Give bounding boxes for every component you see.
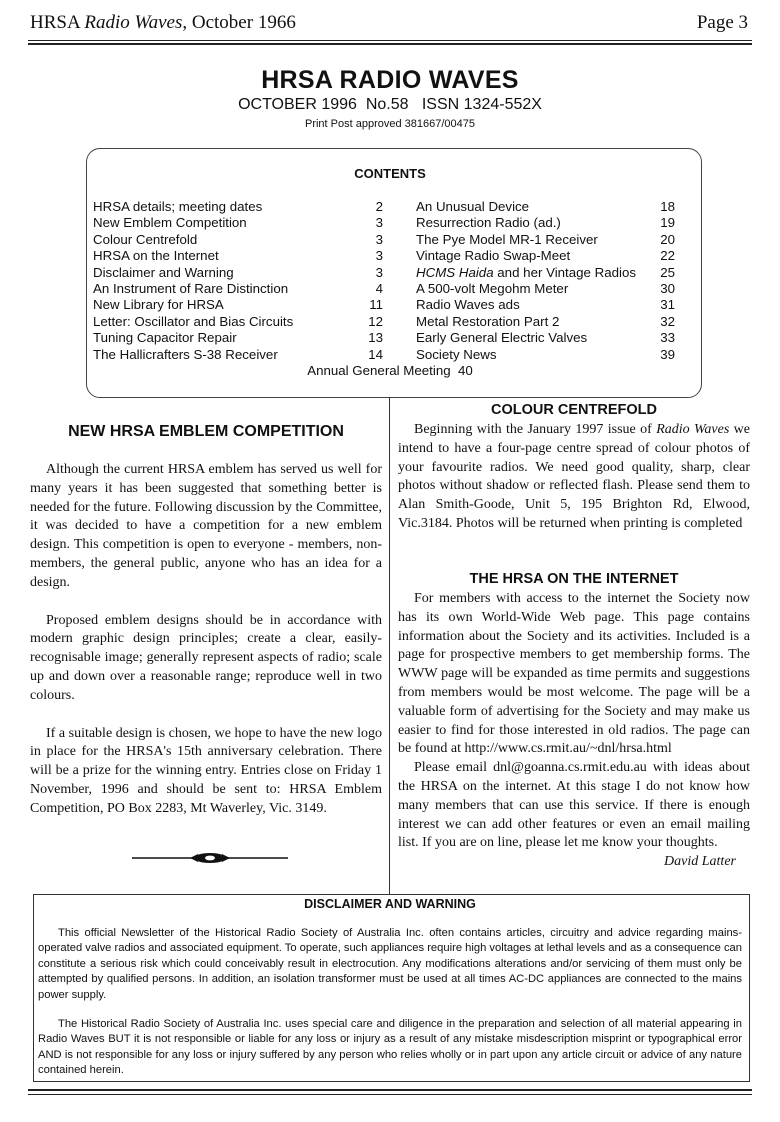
disclaimer-heading: DISCLAIMER AND WARNING	[304, 897, 476, 911]
divider-ornament-icon	[132, 851, 288, 865]
column-divider	[389, 397, 390, 895]
toc-entry[interactable]: An Unusual Device 18	[416, 199, 675, 214]
footer-rule	[28, 1094, 752, 1095]
toc-entry[interactable]: Colour Centrefold 3	[93, 231, 383, 247]
internet-article	[398, 590, 750, 872]
toc-entry[interactable]: New Library for HRSA 11	[93, 297, 383, 313]
toc-entry[interactable]: HCMS Haida and her Vintage Radios 25	[416, 264, 675, 280]
masthead-post-line: Print Post approved 381667/00475	[304, 118, 476, 130]
toc-entry[interactable]: Resurrection Radio (ad.) 19	[416, 215, 675, 231]
contents-title: CONTENTS	[354, 166, 426, 181]
emblem-heading: NEW HRSA EMBLEM COMPETITION	[68, 423, 344, 440]
toc-entry[interactable]: Letter: Oscillator and Bias Circuits 12	[93, 313, 383, 329]
internet-paragraph: Please email dnl@goanna.cs.rmit.edu.au with ideas about the HRSA on the internet. At this stage I do not know how many members that can use this service. If there is enough interest we can add other features or even an email mailing list. If you are on line, please let me know your thoughts. David Latter	[398, 759, 750, 853]
toc-entry[interactable]: The Hallicrafters S-38 Receiver 14	[93, 346, 383, 362]
toc-entry[interactable]: New Emblem Competition 3	[93, 215, 383, 231]
header-rule-thick	[28, 43, 752, 45]
page-number: Page 3	[696, 12, 748, 33]
internet-paragraph: For members with access to the internet the Society now has its own World-Wide Web page. This page contains information about the Society and its activities. Included is a page for prospective members to get membership forms. The WWW page will be expanded as time permits and suggestions from members would be most welcome. The page will be a valuable form of advertising for the Society and may make us easier to find for those interested in old radios. The page can be found at http://www.cs.rmit.au/~dnl/hrsa.html	[398, 591, 750, 757]
centrefold-heading: COLOUR CENTREFOLD	[491, 402, 657, 418]
toc-entry[interactable]: An Instrument of Rare Distinction 4	[93, 280, 383, 296]
contents-right-column	[416, 199, 675, 363]
centrefold-article	[398, 421, 750, 534]
toc-entry[interactable]: Metal Restoration Part 2 32	[416, 313, 675, 329]
emblem-paragraph: If a suitable design is chosen, we hope to have the new logo in place for the HRSA's 15th anniversary celebration. There will be a prize for the winning entry. Entries close on Friday 1 November, 1996 and should be sent to: HRSA Emblem Competition, PO Box 2283, Mt Waverley, Vic. 3149.	[30, 725, 382, 816]
toc-entry[interactable]: Disclaimer and Warning 3	[93, 264, 383, 280]
toc-entry[interactable]: Society News 39	[416, 346, 675, 362]
footer-rule-thick	[28, 1089, 752, 1091]
contents-left-column	[93, 199, 383, 363]
author-signature: David Latter	[664, 854, 736, 870]
toc-entry[interactable]: The Pye Model MR-1 Receiver 20	[416, 231, 675, 247]
emblem-paragraph: Although the current HRSA emblem has served us well for many years it has been suggested that something better is needed for the future. Following discussion by the Committee, it was decided to have a competition for a new emblem design. This competition is open to everyone - members, non-members, the general public, anyone who has an idea for a design.	[30, 462, 382, 590]
toc-entry[interactable]: Radio Waves ads 31	[416, 297, 675, 313]
toc-entry[interactable]: Tuning Capacitor Repair 13	[93, 330, 383, 346]
masthead-title: HRSA RADIO WAVES	[261, 66, 519, 94]
internet-heading: THE HRSA ON THE INTERNET	[469, 571, 679, 587]
toc-entry-agm[interactable]: Annual General Meeting 40	[307, 363, 473, 378]
centrefold-paragraph: Beginning with the January 1997 issue of Radio Waves we intend to have a four-page centre spread of colour photos of your favourite radios. We need good quality, sharp, clear photos without shadow or reflected flash. Please send them to Alan Smith-Goode, Unit 5, 195 Brighton Rd, Elwood, Vic.3184. Photos will be returned when printing is completed	[398, 422, 750, 531]
toc-entry[interactable]: Vintage Radio Swap-Meet 22	[416, 248, 675, 264]
disclaimer-paragraph: This official Newsletter of the Historical Radio Society of Australia Inc. often contains articles, circuitry and advice regarding mains-operated valve radios and associated equipment. To operate, such appliances require high voltages at lethal levels and as a consequence can constitute a serious risk which could conceivably result in electrocution. Any modifications alterations and/or servicing of them must only be attempted by qualified persons. In addition, an isolation transformer must be used at all times AC-DC appliances are connected to the mains power supply.	[38, 927, 742, 1001]
emblem-article	[30, 461, 382, 819]
emblem-paragraph: Proposed emblem designs should be in accordance with modern graphic design principles; create a clear, easily-recognisable image; generally represent aspects of radio; scale up and down over a reasonable range; reproduce well in two colours.	[30, 612, 382, 703]
toc-entry[interactable]: A 500-volt Megohm Meter 30	[416, 280, 675, 296]
masthead-issue-line: OCTOBER 1996 No.58 ISSN 1324-552X	[238, 96, 542, 113]
publication-name: Radio Waves	[84, 12, 183, 33]
disclaimer-paragraph: The Historical Radio Society of Australia Inc. uses special care and diligence in the preparation and selection of all material appearing in Radio Waves BUT it is not responsible or liable for any loss or injury as a result of any mistake misdescription misprint or typographical error AND is not responsible for any loss or injury suffered by any person who relies wholly or in part upon any article circuit or advice of any nature contained herein.	[38, 1018, 742, 1077]
toc-entry[interactable]: Early General Electric Valves 33	[416, 330, 675, 346]
running-header-left: HRSA Radio Waves, October 1966	[30, 12, 296, 33]
header-rule	[28, 40, 752, 41]
toc-entry[interactable]: HRSA on the Internet 3	[93, 248, 383, 264]
toc-entry[interactable]: HRSA details; meeting dates 2	[93, 199, 383, 214]
